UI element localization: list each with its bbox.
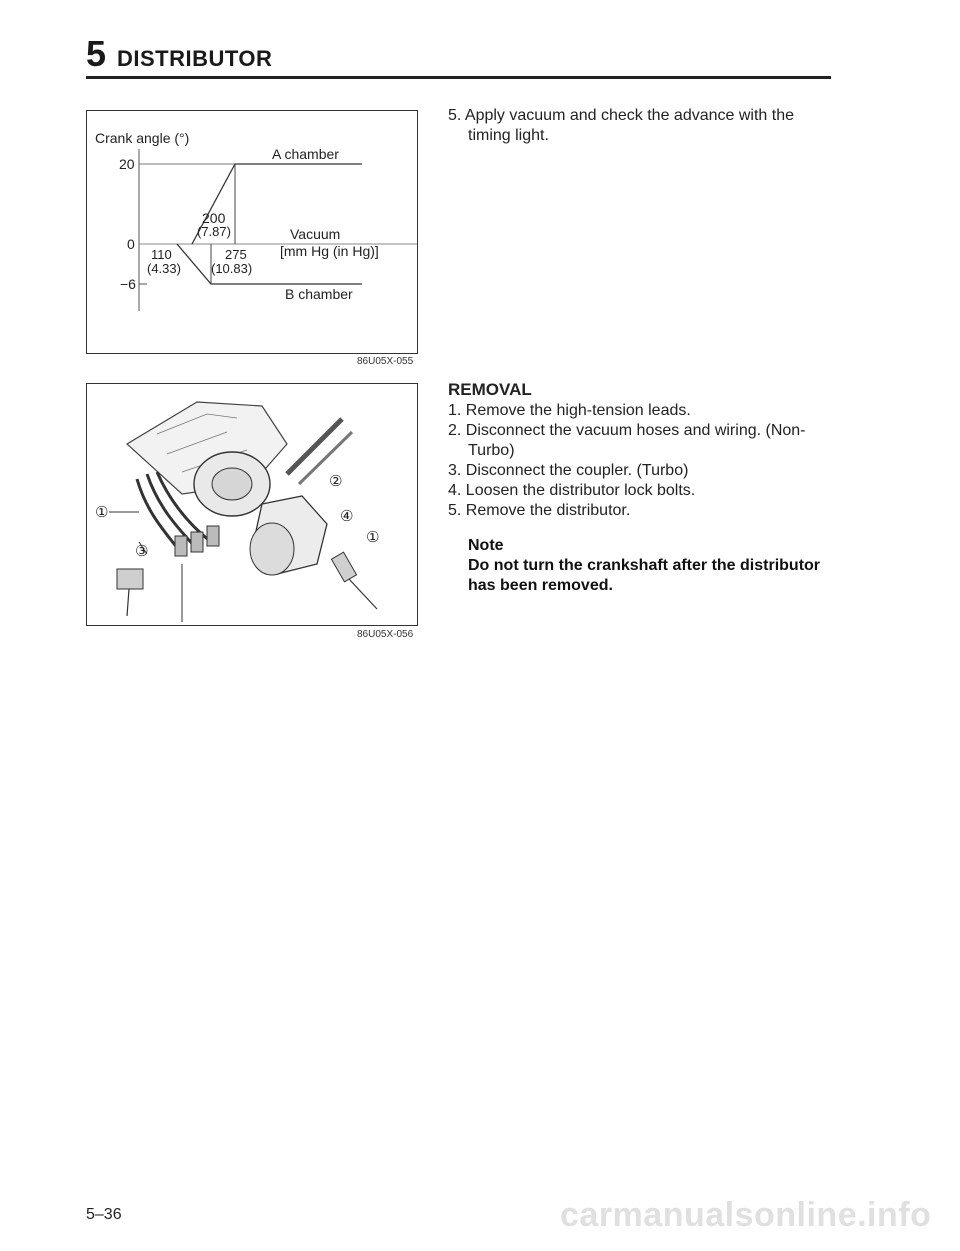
callout-1-right: ① [366, 529, 380, 546]
removal-heading: REMOVAL [448, 380, 532, 399]
removal-step-2: 2. Disconnect the vacuum hoses and wiring. (Non-Turbo) [448, 422, 806, 459]
step5-text: 5. Apply vacuum and check the advance with the timing light. [448, 107, 794, 144]
vacuum-unit-label: [mm Hg (in Hg)] [280, 243, 379, 259]
distributor-removal-figure [86, 383, 418, 626]
y-tick-minus6: −6 [120, 276, 136, 292]
figure2-code: 86U05X-056 [357, 629, 414, 640]
removal-step-3: 3. Disconnect the coupler. (Turbo) [448, 462, 689, 479]
vacuum-advance-figure [86, 110, 418, 354]
page-number: 5–36 [86, 1206, 122, 1223]
header-rule [86, 76, 831, 79]
lead-boot-3 [207, 526, 219, 546]
removal-step-1: 1. Remove the high-tension leads. [448, 402, 691, 419]
lead-boot-2 [191, 532, 203, 552]
coupler-plug [331, 552, 356, 582]
y-axis-label: Crank angle (°) [95, 130, 190, 146]
distributor-illustration [87, 384, 419, 627]
distributor-cap [212, 468, 252, 500]
callout-2: ② [329, 473, 343, 490]
section-number: 5 [86, 33, 107, 74]
point-110-in-label: (4.33) [147, 261, 181, 276]
connector-wire [127, 589, 129, 616]
lead-boot-1 [175, 536, 187, 556]
point-200-label: 200 [202, 210, 226, 226]
removal-step-5: 5. Remove the distributor. [448, 502, 631, 519]
callout-3: ③ [135, 543, 149, 560]
callout-1-left: ① [95, 504, 109, 521]
a-chamber-label: A chamber [272, 146, 339, 162]
point-275-in-label: (10.83) [211, 261, 253, 276]
callout-4: ④ [340, 508, 354, 525]
vacuum-hose-1 [287, 419, 342, 474]
point-200-in-label: (7.87) [197, 224, 231, 239]
y-tick-0: 0 [127, 236, 135, 252]
removal-note [468, 536, 833, 596]
vacuum-hose-2 [299, 432, 352, 484]
section-title: DISTRIBUTOR [117, 46, 273, 71]
y-tick-20: 20 [119, 156, 135, 172]
wiring-connector [117, 569, 143, 589]
figure1-code: 86U05X-055 [357, 356, 414, 367]
b-chamber-label: B chamber [285, 286, 353, 302]
removal-step-4: 4. Loosen the distributor lock bolts. [448, 482, 696, 499]
step5-instruction [448, 106, 833, 146]
vacuum-advance-chart [87, 111, 419, 355]
coupler-wire [349, 579, 377, 609]
point-275-label: 275 [225, 247, 247, 262]
note-title: Note [468, 537, 504, 554]
distributor-housing [250, 523, 294, 575]
vacuum-label: Vacuum [290, 226, 341, 242]
note-text: Do not turn the crankshaft after the distributor has been removed. [468, 557, 821, 594]
removal-section [448, 380, 833, 521]
point-110-label: 110 [151, 247, 172, 262]
watermark: carmanualsonline.info [560, 1196, 932, 1234]
